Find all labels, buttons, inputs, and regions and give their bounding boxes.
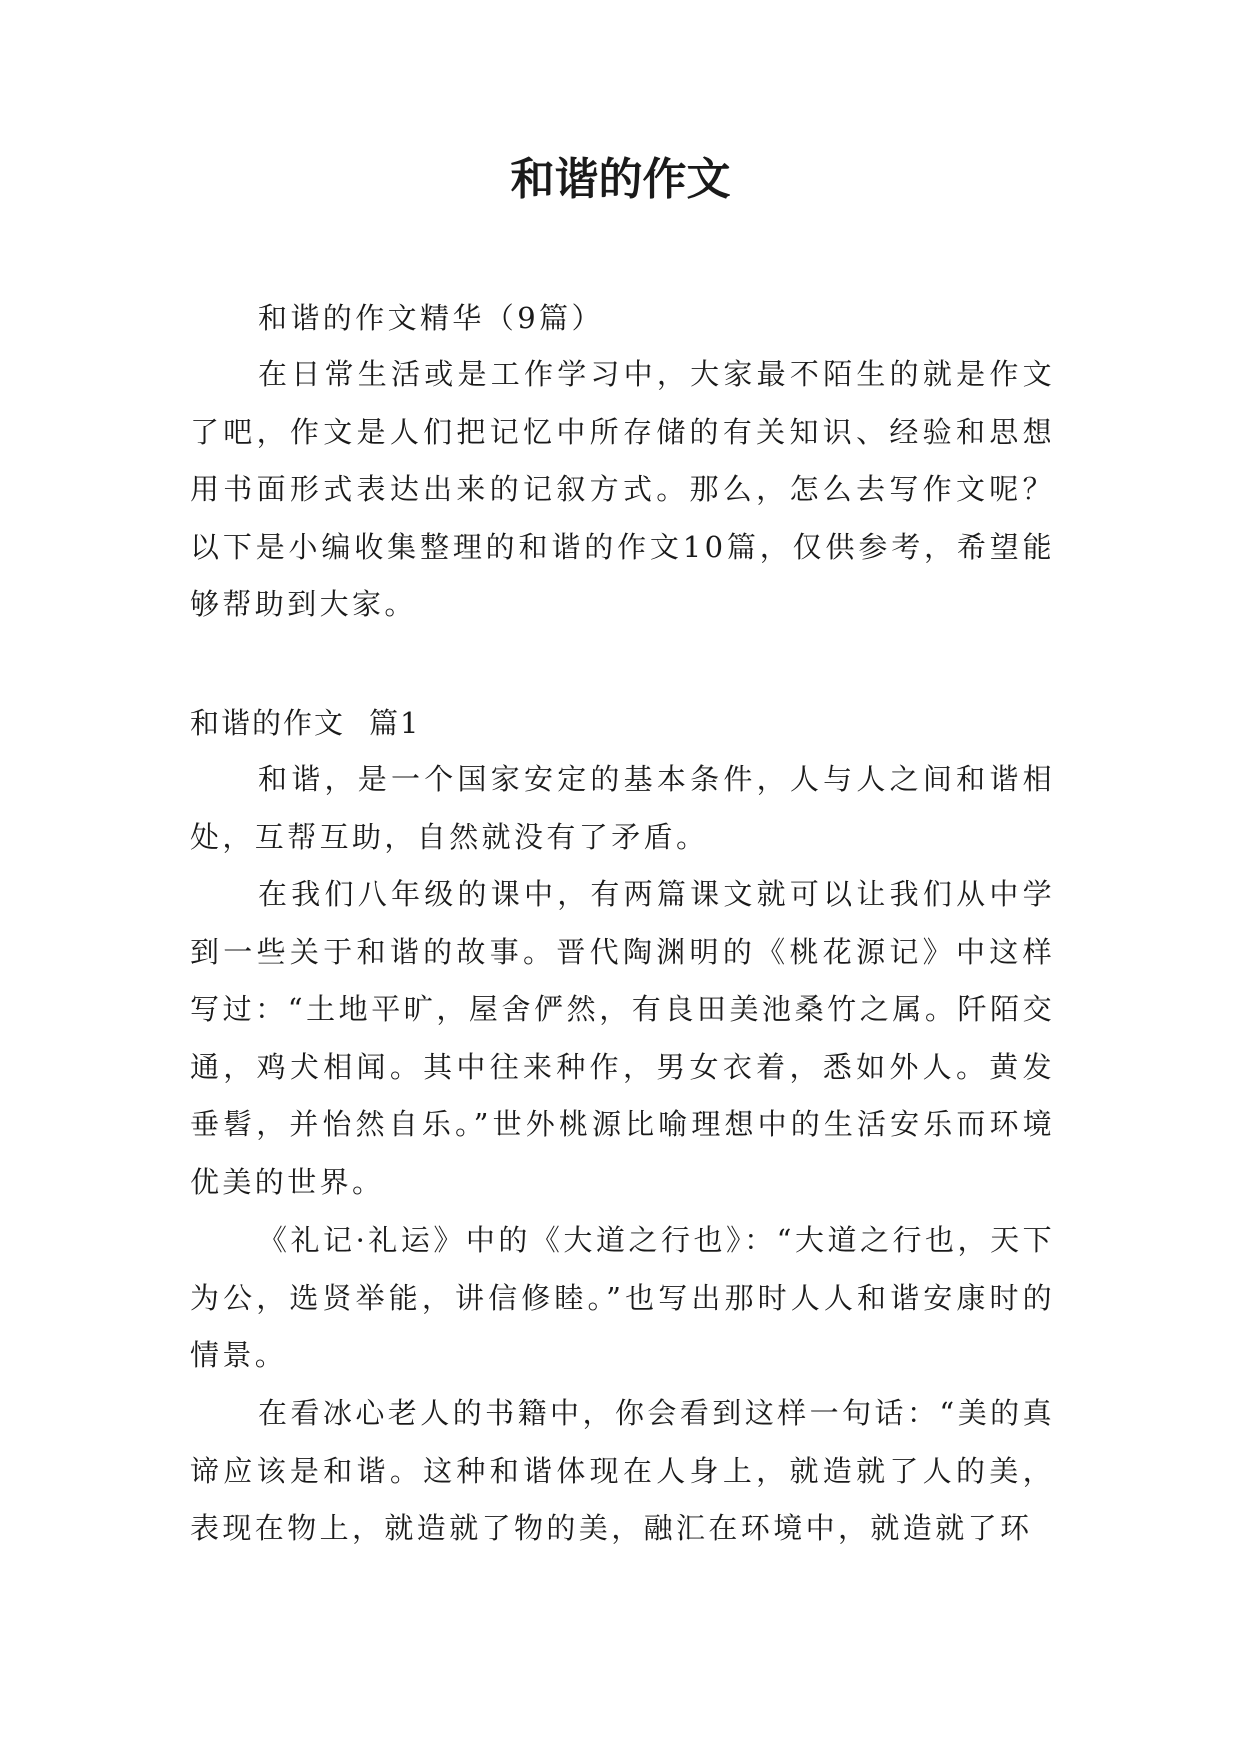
paragraph-3: 《礼记·礼运》中的《大道之行也》：“大道之行也，天下为公，选贤举能，讲信修睦。”也写出那时人人和谐安康时的情景。 <box>190 1223 1055 1372</box>
paragraph-4: 在看冰心老人的书籍中，你会看到这样一句话：“美的真谛应该是和谐。这种和谐体现在人身上，就造就了人的美，表现在物上，就造就了物的美，融汇在环境中，就造就了环 <box>190 1396 1055 1545</box>
section-heading <box>190 695 420 753</box>
intro-paragraph: 在日常生活或是工作学习中，大家最不陌生的就是作文了吧，作文是人们把记忆中所存储的有关知识、经验和思想用书面形式表达出来的记叙方式。那么，怎么去写作文呢？以下是小编收集整理的和谐的作文10篇，仅供参考，希望能够帮助到大家。 <box>190 357 1055 621</box>
section-title: 和谐的作文 <box>190 706 346 740</box>
paragraph-2: 在我们八年级的课中，有两篇课文就可以让我们从中学到一些关于和谐的故事。晋代陶渊明的《桃花源记》中这样写过：“土地平旷，屋舍俨然，有良田美池桑竹之属。阡陌交通，鸡犬相闻。其中往来种作，男女衣着，悉如外人。黄发垂髫，并怡然自乐。”世外桃源比喻理想中的生活安乐而环境优美的世界。 <box>190 877 1055 1199</box>
intro-heading: 和谐的作文精华（9篇） <box>258 301 604 335</box>
paragraph-1: 和谐，是一个国家安定的基本条件，人与人之间和谐相处，互帮互助，自然就没有了矛盾。 <box>190 762 1055 854</box>
document-title: 和谐的作文 <box>510 154 731 205</box>
section-label: 篇1 <box>369 706 421 740</box>
